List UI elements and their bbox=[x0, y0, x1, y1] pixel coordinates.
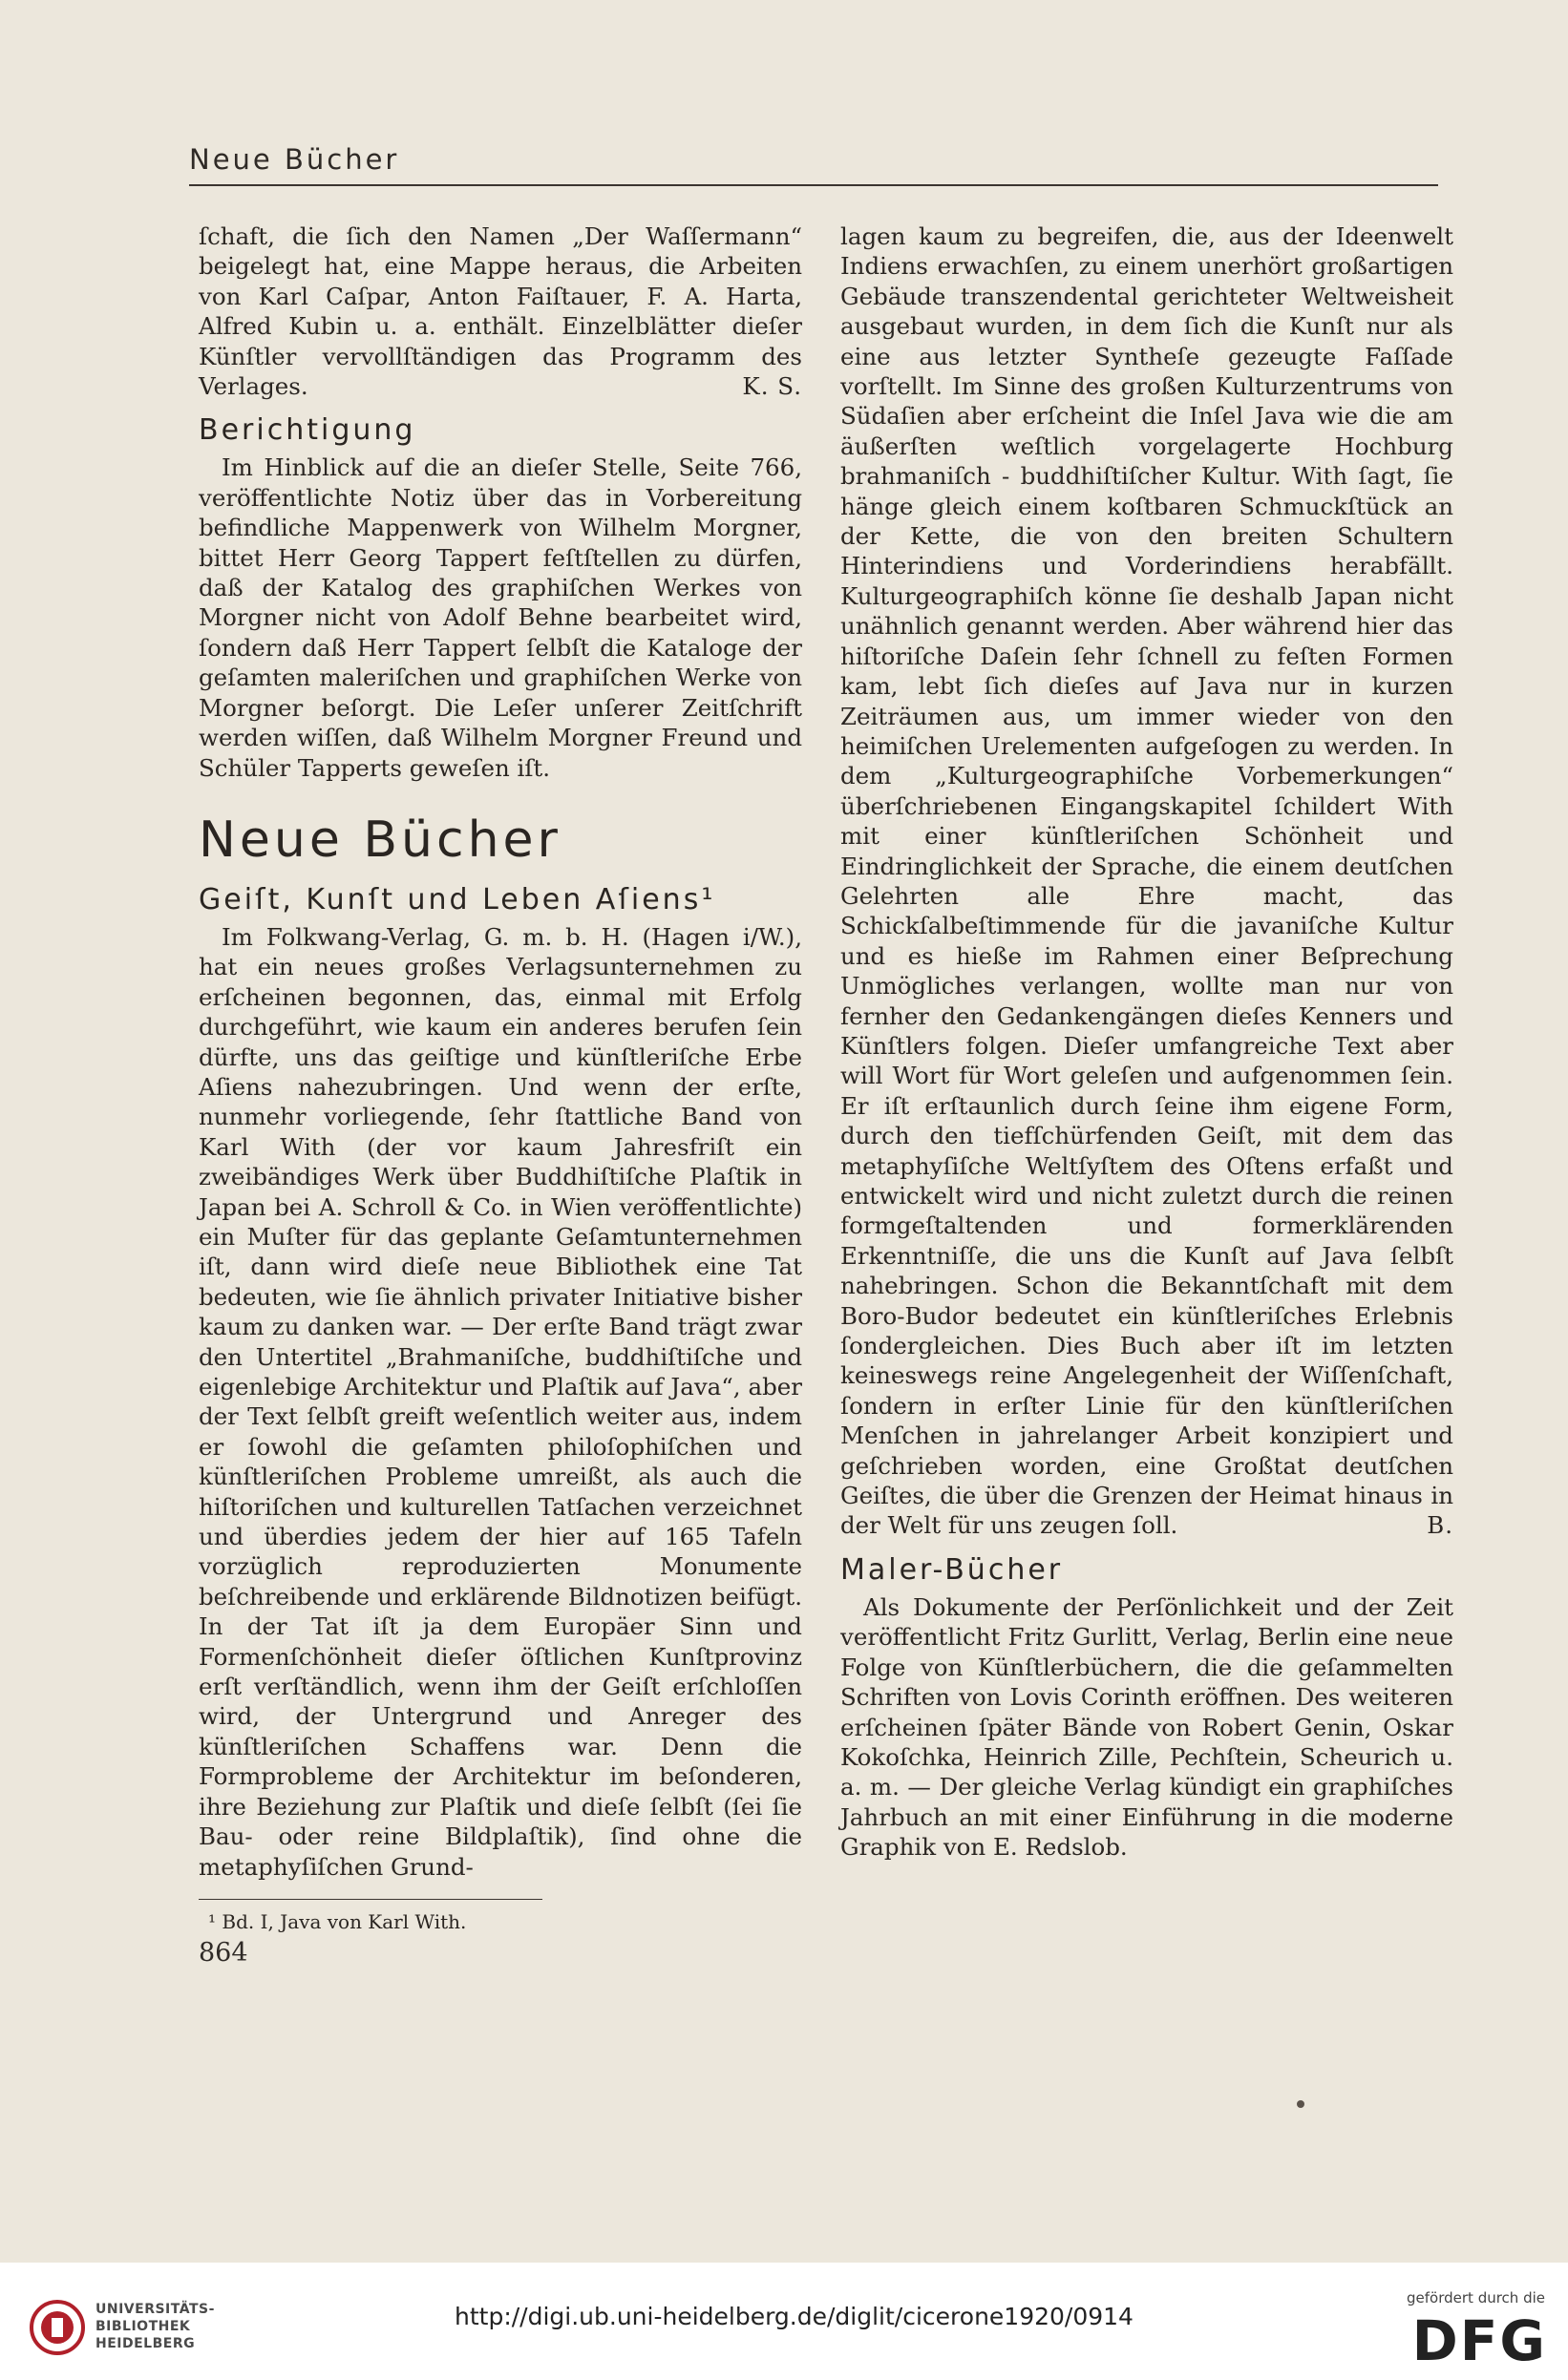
maler-text: Als Dokumente der Perſönlichkeit und der Zeit veröffentlicht Fritz Gurlitt, Verlag, Berlin eine neue Folge von Künſtlerbüchern, die die geſammelten Schriften von Lovis Corinth eröffnen. Des weiteren erſcheinen ſpäter Bände von Robert Genin, Oskar Kokoſchka, Heinrich Zille, Pechſtein, Scheurich u. a. m. — Der gleiche Verlag kündigt ein graphiſches Jahrbuch an mit einer Einführung in die moderne Graphik von E. Redslob. bbox=[840, 1592, 1453, 1862]
berichtigung-heading: Berichtigung bbox=[199, 413, 416, 448]
signature-ks: K. S. bbox=[742, 372, 802, 401]
asia-heading: Geiſt, Kunſt und Leben Aſiens¹ bbox=[199, 882, 716, 916]
left-paragraph-1-text: ſchaft, die ſich den Namen „Der Waſſermann“ beigelegt hat, eine Mappe heraus, die Arbeiten von Karl Caſpar, Anton Faiſtauer, F. A. Harta, Alfred Kubin u. a. enthält. Einzelblätter dieſer Künſtler vervollſtändigen das Programm des Verlages. bbox=[199, 222, 802, 401]
left-column bbox=[199, 221, 802, 1934]
running-head: Neue Bücher bbox=[189, 143, 400, 176]
page-number: 864 bbox=[199, 1938, 248, 1968]
header-rule bbox=[189, 184, 1438, 186]
maler-heading: Maler-Bücher bbox=[840, 1552, 1064, 1587]
asia-text: Im Folkwang-Verlag, G. m. b. H. (Hagen i/W.), hat ein neues großes Verlagsunternehmen zu erſcheinen begonnen, das, einmal mit Erfolg durchgeführt, wie kaum ein anderes berufen ſein dürfte, uns das geiſtige und künſtleriſche Erbe Aſiens nahezubringen. Und wenn der erſte, nunmehr vorliegende, ſehr ſtattliche Band von Karl With (der vor kaum Jahresfriſt ein zweibändiges Werk über Buddhiſtiſche Plaſtik in Japan bei A. Schroll & Co. in Wien veröffentlichte) ein Muſter für das geplante Geſamtunternehmen iſt, dann wird dieſe neue Bibliothek eine Tat bedeuten, wie ſie ähnlich privater Initiative bisher kaum zu danken war. — Der erſte Band trägt zwar den Untertitel „Brahmaniſche, buddhiſtiſche und eigenlebige Architektur und Plaſtik auf Java“, aber der Text ſelbſt greift weſentlich weiter aus, indem er ſowohl die geſamten philoſophiſchen und künſtleriſchen Probleme umreißt, als auch die hiſtoriſchen und kulturellen Tatſachen verzeichnet und überdies jedem der hier auf 165 Tafeln vorzüglich reproduzierten Monumente beſchreibende und erklärende Bildnotizen beifügt. In der Tat iſt ja dem Europäer Sinn und Formenſchönheit dieſer öſtlichen Kunſtprovinz erſt verſtändlich, wenn ihm der Geiſt erſchloſſen wird, der Untergrund und Anreger des künſtleriſchen Schaffens war. Denn die Formprobleme der Architektur im beſonderen, ihre Beziehung zur Plaſtik und dieſe ſelbſt (ſei ſie Bau- oder reine Bildplaſtik), ſind ohne die metaphyſiſchen Grund- bbox=[199, 922, 802, 1881]
footnote-rule bbox=[199, 1899, 542, 1900]
right-paragraph-1 bbox=[840, 221, 1453, 1541]
footnote: ¹ Bd. I, Java von Karl With. bbox=[208, 1909, 467, 1933]
library-line-3: HEIDELBERG bbox=[95, 2336, 196, 2351]
funding-label: gefördert durch die bbox=[1407, 2289, 1545, 2306]
right-column bbox=[840, 221, 1453, 1863]
right-paragraph-1-text: lagen kaum zu begreifen, die, aus der Ideenwelt Indiens erwachſen, zu einem unerhört großartigen Gebäude transzendental gerichteter Weltweisheit ausgebaut wurden, in dem ſich die Kunſt nur als eine aus letzter Syntheſe gezeugte Faſſade vorſtellt. Im Sinne des großen Kulturzentrums von Südaſien aber erſcheint die Inſel Java wie die am äußerſten weſtlich vorgelagerte Hochburg brahmaniſch - buddhiſtiſcher Kultur. With ſagt, ſie hänge gleich einem koſtbaren Schmuckſtück an der Kette, die von den breiten Schultern Hinterindiens und Vorderindiens herabfällt. Kulturgeographiſch könne ſie deshalb Japan nicht unähnlich genannt werden. Aber während hier das hiſtoriſche Daſein ſehr ſchnell zu feſten Formen kam, lebt ſich dieſes auf Java nur in kurzen Zeiträumen aus, um immer wieder von den heimiſchen Urelementen aufgeſogen zu werden. In dem „Kulturgeographiſche Vorbemerkungen“ überſchriebenen Eingangskapitel ſchildert With mit einer künſtleriſchen Schönheit und Eindringlichkeit der Sprache, die einem deutſchen Gelehrten alle Ehre macht, das Schickſalbeſtimmende für die javaniſche Kultur und es hieße im Rahmen einer Beſprechung Unmögliches verlangen, wollte man nur von fernher den Gedankengängen dieſes Kenners und Künſtlers folgen. Dieſer umfangreiche Text aber will Wort für Wort geleſen und aufgenommen ſein. Er iſt erſtaunlich durch ſeine ihm eigene Form, durch den tiefſchürfenden Geiſt, mit dem das metaphyſiſche Weltſyſtem des Oſtens erfaßt und entwickelt wird und nicht zuletzt durch die reinen formgeſtaltenden und formerklärenden Erkenntniſſe, die uns die Kunſt auf Java ſelbſt nahebringen. Schon die Bekanntſchaft mit dem Boro-Budor bedeutet ein künſtleriſches Erlebnis ſondergleichen. Dies Buch aber iſt im letzten keineswegs reine Angelegenheit der Wiſſenſchaft, ſondern in erſter Linie für den künſtleriſchen Menſchen in jahrelanger Arbeit konzipiert und geſchrieben worden, eine Großtat deutſchen Geiſtes, die über die Grenzen der Heimat hinaus in der Welt für uns zeugen ſoll. bbox=[840, 222, 1453, 1540]
berichtigung-text: Im Hinblick auf die an dieſer Stelle, Seite 766, veröffentlichte Notiz über das in Vorbereitung befindliche Mappenwerk von Wilhelm Morgner, bittet Herr Georg Tappert feſtſtellen zu dürfen, daß der Katalog des graphiſchen Werkes von Morgner nicht von Adolf Behne bearbeitet wird, ſondern daß Herr Tappert ſelbſt die Kataloge der geſamten maleriſchen und graphiſchen Werke von Morgner beſorgt. Die Leſer unſerer Zeitſchrift werden wiſſen, daß Wilhelm Morgner Freund und Schüler Tapperts geweſen iſt. bbox=[199, 453, 802, 782]
library-line-2: BIBLIOTHEK bbox=[95, 2319, 191, 2334]
permalink-url[interactable]: http://digi.ub.uni-heidelberg.de/diglit/cicerone1920/0914 bbox=[455, 2303, 1134, 2330]
library-line-1: UNIVERSITÄTS- bbox=[95, 2302, 215, 2317]
signature-b: B. bbox=[1427, 1511, 1453, 1540]
paper-speck bbox=[1297, 2100, 1304, 2108]
footer-bar bbox=[0, 2263, 1568, 2380]
dfg-logo: DFG bbox=[1411, 2308, 1547, 2373]
left-paragraph-1 bbox=[199, 221, 802, 401]
library-name bbox=[95, 2301, 215, 2352]
section-title: Neue Bücher bbox=[199, 811, 562, 869]
university-seal-icon bbox=[29, 2299, 86, 2356]
